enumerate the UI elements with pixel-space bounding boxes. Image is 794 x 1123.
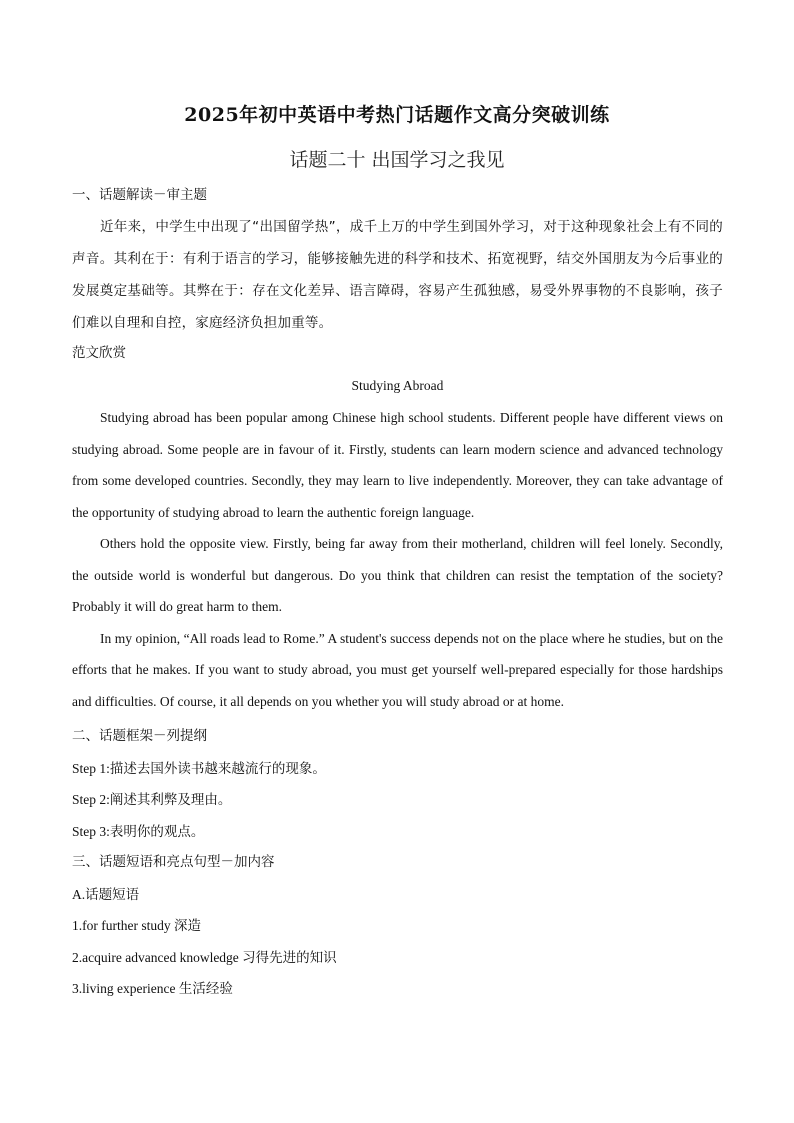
topic-subtitle: 话题二十 出国学习之我见 <box>289 149 505 171</box>
section3-heading: 三、话题短语和亮点句型－加内容 <box>72 854 275 870</box>
outline-step: Step 2:阐述其利弊及理由。 <box>72 792 232 807</box>
section2-heading: 二、话题框架－列提纲 <box>72 728 207 744</box>
essay-paragraph: Others hold the opposite view. Firstly, being far away from their motherland, children will feel lonely. Secondly, the outside world is wonderful but dangerous. Do you think that children can resist the temptation of the society? Probably it will do great harm to them. <box>72 536 723 614</box>
phrase-item: 1.for further study 深造 <box>72 918 201 933</box>
essay-body <box>72 402 723 717</box>
phrase-item: 3.living experience 生活经验 <box>72 981 233 996</box>
section3-subheading: A.话题短语 <box>72 886 140 902</box>
section3-container <box>72 847 723 1005</box>
section1-heading: 一、话题解读－审主题 <box>72 187 207 203</box>
essay-title: Studying Abroad <box>351 378 444 393</box>
section1-intro-paragraph: 近年来，中学生中出现了“出国留学热”，成千上万的中学生到国外学习，对于这种现象社会上有不同的声音。其利在于：有利于语言的学习，能够接触先进的科学和技术、拓宽视野，结交外国朋友为今后事业的发展奠定基础等。其弊在于：存在文化差异、语言障碍，容易产生孤独感，易受外界事物的不良影响，孩子们难以自理和自控，家庭经济负担加重等。 <box>72 219 723 331</box>
sample-essay-label: 范文欣赏 <box>72 345 126 361</box>
section1-container <box>72 180 723 212</box>
phrase-item: 2.acquire advanced knowledge 习得先进的知识 <box>72 949 337 965</box>
outline-step: Step 3:表明你的观点。 <box>72 823 205 839</box>
essay-title-container <box>72 370 723 402</box>
section1-intro-container <box>72 211 723 339</box>
section2-container <box>72 721 723 847</box>
essay-paragraph: In my opinion, “All roads lead to Rome.” A student's success depends not on the place where he studies, but on the efforts that he makes. If you want to study abroad, you must get yourself well-prepared especially for those hardships and difficulties. Of course, it all depends on you whether you will study abroad or at home. <box>72 630 723 709</box>
sample-label-container <box>72 338 723 370</box>
document-title: 2025年初中英语中考热门话题作文高分突破训练 <box>184 104 610 126</box>
outline-step: Step 1:描述去国外读书越来越流行的现象。 <box>72 760 326 776</box>
essay-paragraph: Studying abroad has been popular among Chinese high school students. Different people have different views on studying abroad. Some people are in favour of it. Firstly, students can learn modern science and advanced technology from some developed countries. Secondly, they may learn to live independently. Moreover, they can take advantage of the opportunity of studying abroad to learn the authentic foreign language. <box>72 410 723 520</box>
